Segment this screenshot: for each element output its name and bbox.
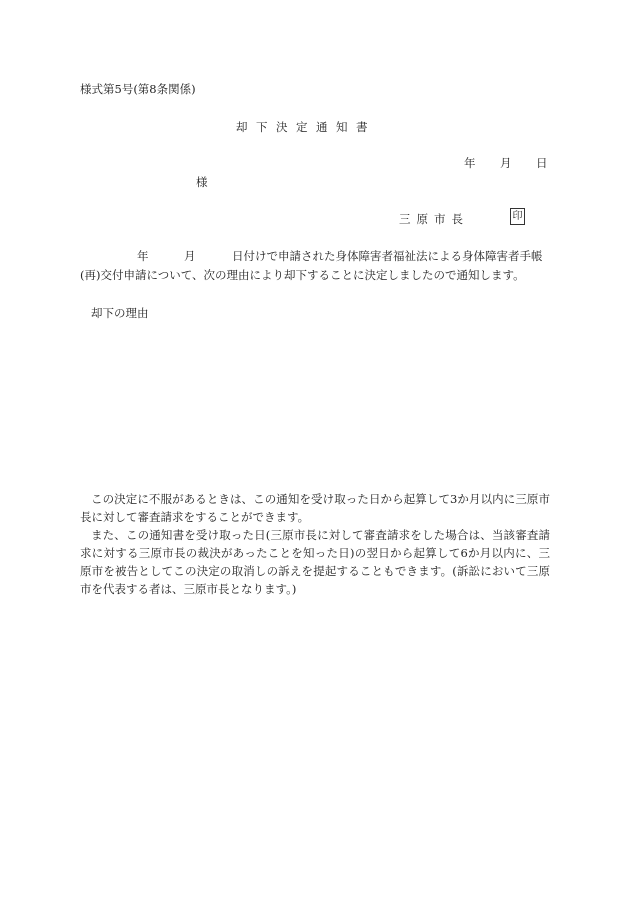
date-month-label: 月 xyxy=(500,156,512,170)
lawsuit-notice: また、この通知書を受け取った日(三原市長に対して審査請求をした場合は、当該審査請求に対する三原市長の裁決があったことを知った日)の翌日から起算して6か月以内に、三原市を被告としてこの決定の取消しの訴えを提起することもできます。(訴訟において三原市を代表する者は、三原市長となります。) xyxy=(80,528,550,596)
document-title: 却下決定通知書 xyxy=(236,120,376,134)
appeal-notice: この決定に不服があるときは、この通知を受け取った日から起算して3か月以内に三原市長に対して審査請求をすることができます。 xyxy=(80,492,550,524)
seal-mark: 印 xyxy=(510,208,525,225)
application-text: 日付けで申請された身体障害者福祉法による身体障害者手帳 xyxy=(232,249,543,263)
application-year-label: 年 xyxy=(137,249,149,263)
addressee-honorific: 様 xyxy=(196,175,208,189)
form-number: 様式第5号(第8条関係) xyxy=(80,82,196,96)
application-month-label: 月 xyxy=(184,249,196,263)
sender-name: 三原市長 xyxy=(399,212,469,226)
date-day-label: 日 xyxy=(536,156,548,170)
application-text-line2: (再)交付申請について、次の理由により却下することに決定しましたので通知します。 xyxy=(80,268,525,282)
reason-heading: 却下の理由 xyxy=(91,306,149,320)
date-year-label: 年 xyxy=(464,156,476,170)
